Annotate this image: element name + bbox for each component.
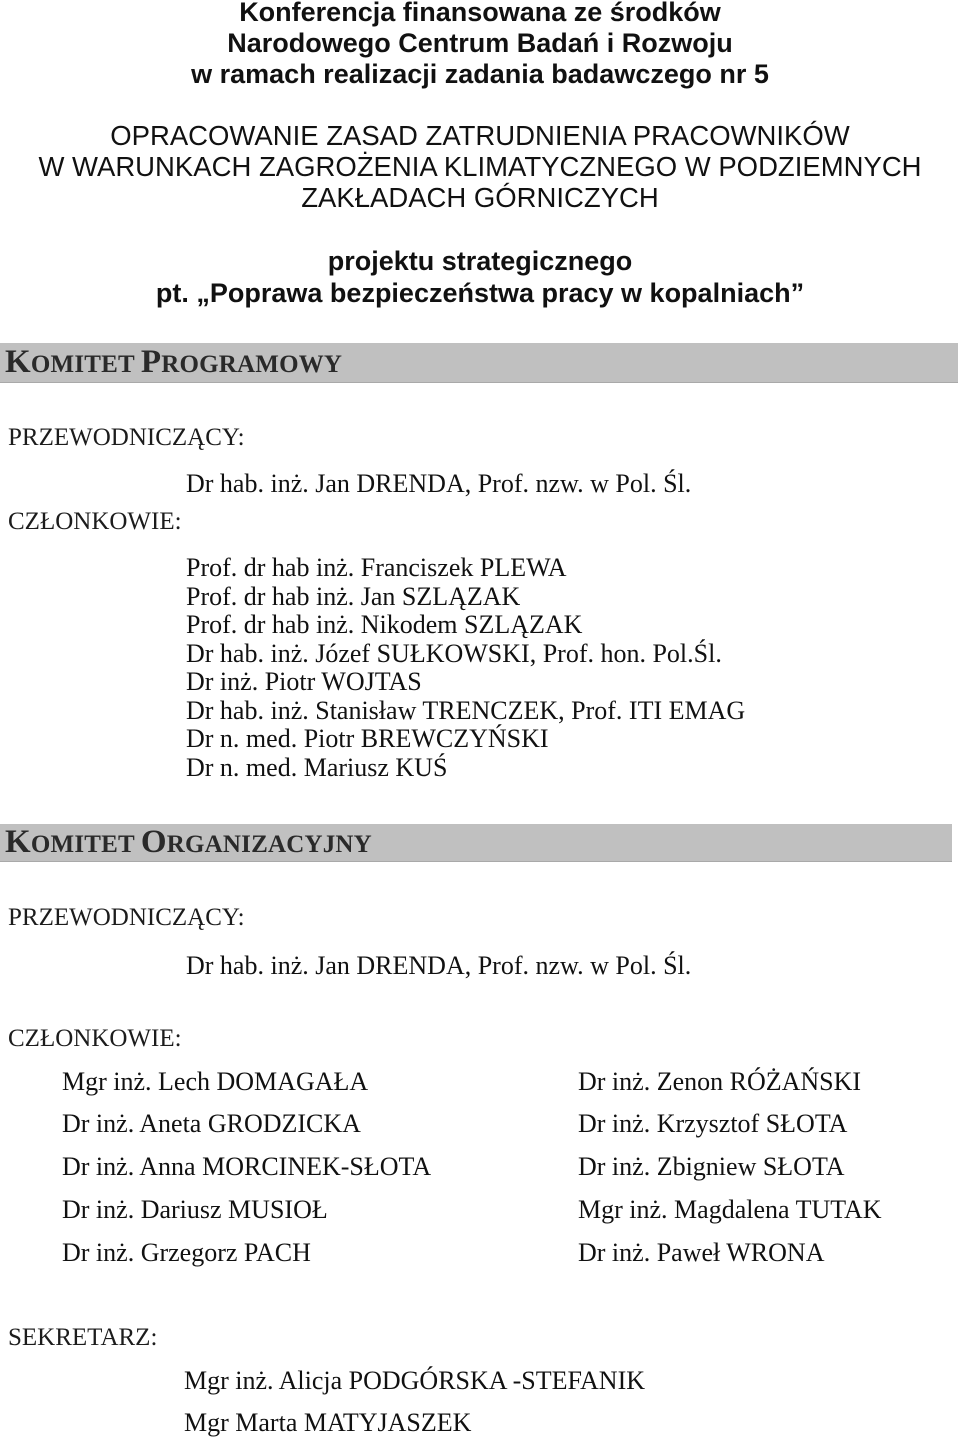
organizing-committee-bar [0,824,952,862]
task-title-line-3: ZAKŁADACH GÓRNICZYCH [301,182,659,213]
program-members-label: CZŁONKOWIE: [8,508,182,535]
title-word-rest: OMITET [30,351,135,378]
list-item: Dr inż. Piotr WOJTAS [186,667,422,697]
title-word-rest: RGANIZACYJNY [166,831,372,858]
title-initial-letter: O [140,824,167,860]
task-title-line-1: OPRACOWANIE ZASAD ZATRUDNIENIA PRACOWNIKÓW [110,120,850,151]
funding-line-3: w ramach realizacji zadania badawczego nr 5 [191,59,769,89]
list-item: Prof. dr hab inż. Nikodem SZLĄZAK [186,610,583,640]
title-word-rest: ROGRAMOWY [161,351,343,378]
list-item: Dr inż. Krzysztof SŁOTA [578,1109,848,1139]
list-item: Dr n. med. Piotr BREWCZYŃSKI [186,724,549,754]
organizing-committee-title [5,826,372,859]
secretary-label: SEKRETARZ: [8,1324,158,1351]
funding-line-2: Narodowego Centrum Badań i Rozwoju [227,28,733,58]
list-item: Mgr inż. Magdalena TUTAK [578,1194,882,1224]
organizing-members-right-column [578,1061,882,1275]
list-item: Dr n. med. Mariusz KUŚ [186,752,448,782]
project-line-2: pt. „Poprawa bezpieczeństwa pracy w kopalniach” [155,278,805,308]
organizing-chair-label: PRZEWODNICZĄCY: [8,904,245,931]
title-initial-letter: P [140,344,162,380]
list-item: Prof. dr hab inż. Jan SZLĄZAK [186,581,521,611]
program-committee-title [5,346,342,379]
list-item: Dr hab. inż. Stanisław TRENCZEK, Prof. ITI EMAG [186,695,746,725]
task-title-line-2: W WARUNKACH ZAGROŻENIA KLIMATYCZNEGO W PODZIEMNYCH [38,151,922,182]
list-item: Dr inż. Zbigniew SŁOTA [578,1152,845,1181]
funding-line-1: Konferencja finansowana ze środków [239,0,721,27]
program-chair-name: Dr hab. inż. Jan DRENDA, Prof. nzw. w Pol. Śl. [186,469,692,498]
secretary-name-2: Mgr Marta MATYJASZEK [184,1408,472,1437]
project-line-1: projektu strategicznego [327,246,633,276]
title-word-rest: OMITET [30,831,135,858]
list-item: Dr inż. Dariusz MUSIOŁ [62,1194,328,1224]
list-item: Dr hab. inż. Józef SUŁKOWSKI, Prof. hon. Pol.Śl. [186,638,722,668]
title-initial-letter: K [5,344,31,380]
list-item: Dr inż. Paweł WRONA [578,1237,825,1267]
program-committee-bar [0,343,958,383]
organizing-members-left-column [62,1061,431,1275]
organizing-chair-name: Dr hab. inż. Jan DRENDA, Prof. nzw. w Pol. Śl. [186,951,692,980]
title-initial-letter: K [5,824,31,860]
list-item: Mgr inż. Lech DOMAGAŁA [62,1066,369,1096]
secretary-name-1: Mgr inż. Alicja PODGÓRSKA -STEFANIK [184,1366,646,1395]
program-members-list [186,554,745,783]
list-item: Prof. dr hab inż. Franciszek PLEWA [186,553,567,582]
organizing-members-label: CZŁONKOWIE: [8,1025,182,1052]
list-item: Dr inż. Zenon RÓŻAŃSKI [578,1066,862,1096]
list-item: Dr inż. Anna MORCINEK-SŁOTA [62,1152,432,1181]
list-item: Dr inż. Aneta GRODZICKA [62,1109,361,1139]
list-item: Dr inż. Grzegorz PACH [62,1237,311,1267]
program-chair-label: PRZEWODNICZĄCY: [8,424,245,451]
